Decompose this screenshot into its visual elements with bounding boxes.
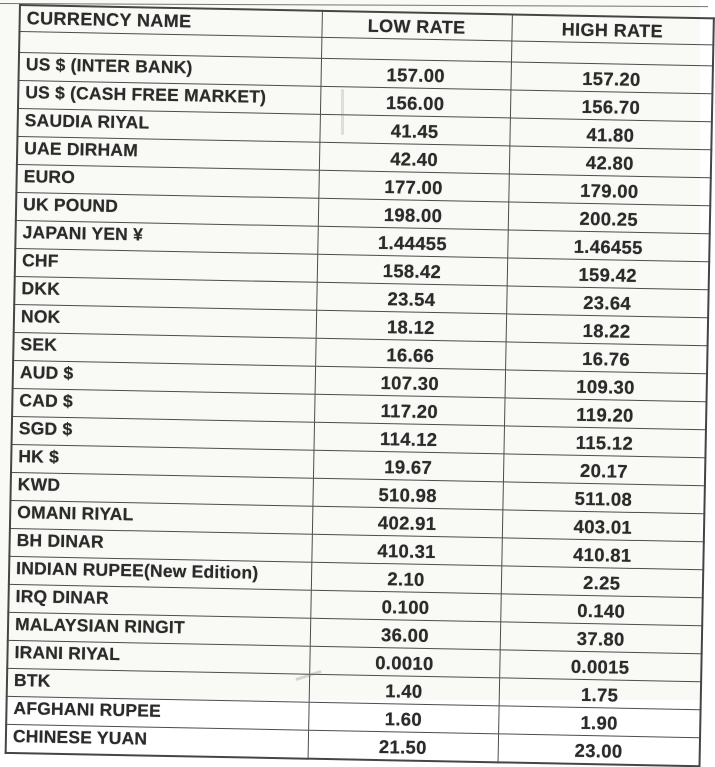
scan-artifact-streak xyxy=(341,89,344,135)
printed-sheet xyxy=(5,4,713,767)
currency-name-cell: CHINESE YUAN xyxy=(6,724,308,758)
low-rate-cell: 36.00 xyxy=(310,618,501,650)
currency-name-cell: HK $ xyxy=(11,444,313,478)
low-rate-cell: 402.91 xyxy=(312,506,503,538)
low-rate-cell: 156.00 xyxy=(320,86,511,118)
high-rate-cell: 1.90 xyxy=(498,706,701,738)
currency-name-cell: OMANI RIYAL xyxy=(10,500,312,534)
currency-name-cell: BTK xyxy=(7,668,309,702)
currency-name-cell: BH DINAR xyxy=(9,528,311,562)
low-rate-cell: 114.12 xyxy=(313,422,504,454)
low-rate-cell: 0.0010 xyxy=(309,646,500,678)
high-rate-cell: 119.20 xyxy=(504,398,707,430)
currency-name-cell: IRQ DINAR xyxy=(8,584,310,618)
high-rate-cell: 18.22 xyxy=(506,314,709,346)
low-rate-cell: 41.45 xyxy=(319,114,510,146)
currency-name-cell: EURO xyxy=(16,164,318,198)
low-rate-cell: 42.40 xyxy=(319,142,510,174)
low-rate-cell: 158.42 xyxy=(317,254,508,286)
low-rate-cell: 1.60 xyxy=(308,702,499,734)
low-rate-cell: 410.31 xyxy=(311,534,502,566)
low-rate-cell: 117.20 xyxy=(314,394,505,426)
low-rate-cell: 18.12 xyxy=(316,310,507,342)
low-rate-cell: 157.00 xyxy=(320,58,511,90)
low-rate-cell: 1.40 xyxy=(309,674,500,706)
high-rate-cell: 41.80 xyxy=(509,118,712,150)
low-rate-cell: 107.30 xyxy=(315,366,506,398)
col-header-high-rate: HIGH RATE xyxy=(511,14,713,44)
currency-rate-table xyxy=(5,4,715,767)
col-header-currency-name: CURRENCY NAME xyxy=(19,5,321,37)
currency-name-cell: INDIAN RUPEE(New Edition) xyxy=(9,556,311,590)
high-rate-cell: 23.64 xyxy=(506,286,709,318)
high-rate-cell: 37.80 xyxy=(500,622,703,654)
high-rate-cell: 156.70 xyxy=(510,90,713,122)
currency-name-cell: US $ (INTER BANK) xyxy=(19,53,321,87)
low-rate-cell: 177.00 xyxy=(318,170,509,202)
currency-name-cell: UK POUND xyxy=(16,192,318,226)
high-rate-cell: 20.17 xyxy=(503,454,706,486)
currency-name-cell: UAE DIRHAM xyxy=(17,136,319,170)
currency-name-cell: US $ (CASH FREE MARKET) xyxy=(18,81,320,115)
high-rate-cell: 403.01 xyxy=(502,510,705,542)
low-rate-cell: 21.50 xyxy=(308,730,499,762)
currency-name-cell: SEK xyxy=(13,332,315,366)
currency-name-cell: KWD xyxy=(10,472,312,506)
currency-name-cell: CAD $ xyxy=(12,388,314,422)
currency-name-cell: NOK xyxy=(14,304,316,338)
low-rate-cell: 23.54 xyxy=(316,282,507,314)
high-rate-cell: 16.76 xyxy=(505,342,708,374)
high-rate-cell: 1.46455 xyxy=(507,230,710,262)
high-rate-cell: 1.75 xyxy=(499,678,702,710)
low-rate-cell: 510.98 xyxy=(312,478,503,510)
high-rate-cell: 109.30 xyxy=(505,370,708,402)
low-rate-cell: 2.10 xyxy=(311,562,502,594)
currency-name-cell: DKK xyxy=(14,276,316,310)
currency-name-cell: SAUDIA RIYAL xyxy=(17,108,319,142)
low-rate-cell: 1.44455 xyxy=(317,226,508,258)
table-body xyxy=(6,32,714,767)
currency-name-cell: CHF xyxy=(15,248,317,282)
high-rate-cell: 2.25 xyxy=(501,566,704,598)
high-rate-cell: 179.00 xyxy=(508,174,711,206)
high-rate-cell: 0.140 xyxy=(500,594,703,626)
high-rate-cell: 200.25 xyxy=(508,202,711,234)
currency-name-cell: MALAYSIAN RINGIT xyxy=(8,612,310,646)
high-rate-cell: 157.20 xyxy=(510,62,713,94)
high-rate-cell: 511.08 xyxy=(502,482,705,514)
high-rate-cell: 115.12 xyxy=(503,426,706,458)
currency-name-cell: JAPANI YEN ¥ xyxy=(15,220,317,254)
low-rate-cell: 19.67 xyxy=(313,450,504,482)
col-header-low-rate: LOW RATE xyxy=(321,11,511,41)
high-rate-cell: 42.80 xyxy=(509,146,712,178)
low-rate-cell: 16.66 xyxy=(315,338,506,370)
currency-name-cell: AFGHANI RUPEE xyxy=(6,696,308,730)
high-rate-cell: 159.42 xyxy=(507,258,710,290)
high-rate-cell: 0.0015 xyxy=(499,650,702,682)
currency-name-cell: IRANI RIYAL xyxy=(7,640,309,674)
currency-name-cell: SGD $ xyxy=(12,416,314,450)
currency-name-cell: AUD $ xyxy=(13,360,315,394)
low-rate-cell: 198.00 xyxy=(318,198,509,230)
high-rate-cell: 410.81 xyxy=(501,538,704,570)
low-rate-cell: 0.100 xyxy=(310,590,501,622)
high-rate-cell: 23.00 xyxy=(498,734,701,766)
